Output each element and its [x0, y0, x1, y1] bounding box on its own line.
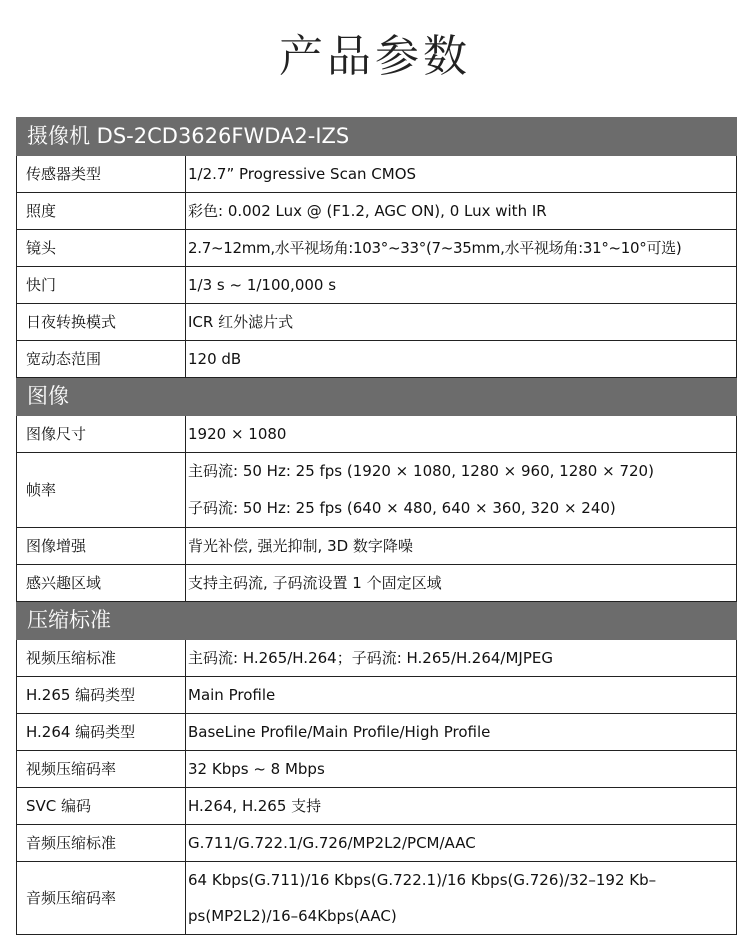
spec-label: 传感器类型 [17, 156, 186, 193]
spec-label: 照度 [17, 193, 186, 230]
spec-value: 彩色: 0.002 Lux @ (F1.2, AGC ON), 0 Lux with IR [186, 193, 737, 230]
spec-value-line: 64 Kbps(G.711)/16 Kbps(G.722.1)/16 Kbps(G.726)/32–192 Kb– [188, 871, 657, 889]
spec-value [186, 453, 737, 528]
section-header-compression [17, 602, 737, 640]
spec-table [16, 117, 737, 935]
spec-label: 视频压缩标准 [17, 640, 186, 677]
spec-value: 2.7~12mm,水平视场角:103°~33°(7~35mm,水平视场角:31°~10°可选) [186, 230, 737, 267]
spec-label: 音频压缩码率 [17, 862, 186, 935]
spec-value: G.711/G.722.1/G.726/MP2L2/PCM/AAC [186, 825, 737, 862]
spec-value: 32 Kbps ~ 8 Mbps [186, 751, 737, 788]
spec-row-image-enhance [17, 528, 737, 565]
section-header-camera [17, 118, 737, 156]
spec-label: SVC 编码 [17, 788, 186, 825]
spec-row-day-night [17, 304, 737, 341]
spec-label: 帧率 [17, 453, 186, 528]
spec-label: 视频压缩码率 [17, 751, 186, 788]
spec-row-frame-rate [17, 453, 737, 528]
section-title: 压缩标准 [17, 602, 737, 640]
spec-label: 图像增强 [17, 528, 186, 565]
spec-value: ICR 红外滤片式 [186, 304, 737, 341]
spec-label: 镜头 [17, 230, 186, 267]
section-title: 图像 [17, 378, 737, 416]
spec-row-resolution [17, 416, 737, 453]
spec-row-h265-type [17, 677, 737, 714]
page-title: 产品参数 [279, 31, 471, 82]
spec-value: Main Profile [186, 677, 737, 714]
spec-value [186, 862, 737, 935]
spec-row-illumination [17, 193, 737, 230]
spec-row-lens [17, 230, 737, 267]
spec-value: 背光补偿, 强光抑制, 3D 数字降噪 [186, 528, 737, 565]
spec-value-line: ps(MP2L2)/16–64Kbps(AAC) [188, 907, 397, 925]
spec-value: 1920 × 1080 [186, 416, 737, 453]
spec-value: 支持主码流, 子码流设置 1 个固定区域 [186, 565, 737, 602]
spec-value: BaseLine Profile/Main Profile/High Profile [186, 714, 737, 751]
spec-label: 图像尺寸 [17, 416, 186, 453]
spec-value: 120 dB [186, 341, 737, 378]
spec-row-wdr [17, 341, 737, 378]
section-title: 摄像机 DS-2CD3626FWDA2-IZS [17, 118, 737, 156]
spec-label: 音频压缩标准 [17, 825, 186, 862]
spec-value: 主码流: H.265/H.264；子码流: H.265/H.264/MJPEG [186, 640, 737, 677]
spec-value: 1/2.7” Progressive Scan CMOS [186, 156, 737, 193]
spec-label: H.264 编码类型 [17, 714, 186, 751]
spec-row-video-bitrate [17, 751, 737, 788]
spec-label: 感兴趣区域 [17, 565, 186, 602]
spec-row-audio-bitrate [17, 862, 737, 935]
spec-label: 快门 [17, 267, 186, 304]
spec-row-video-compression [17, 640, 737, 677]
spec-row-svc [17, 788, 737, 825]
spec-value: 1/3 s ~ 1/100,000 s [186, 267, 737, 304]
spec-row-shutter [17, 267, 737, 304]
spec-label: H.265 编码类型 [17, 677, 186, 714]
spec-value-line: 子码流: 50 Hz: 25 fps (640 × 480, 640 × 360, 320 × 240) [188, 499, 616, 517]
spec-row-audio-compression [17, 825, 737, 862]
spec-row-sensor [17, 156, 737, 193]
spec-label: 日夜转换模式 [17, 304, 186, 341]
section-header-image [17, 378, 737, 416]
spec-label: 宽动态范围 [17, 341, 186, 378]
spec-row-roi [17, 565, 737, 602]
spec-value: H.264, H.265 支持 [186, 788, 737, 825]
spec-row-h264-type [17, 714, 737, 751]
spec-value-line: 主码流: 50 Hz: 25 fps (1920 × 1080, 1280 × 960, 1280 × 720) [188, 462, 654, 480]
